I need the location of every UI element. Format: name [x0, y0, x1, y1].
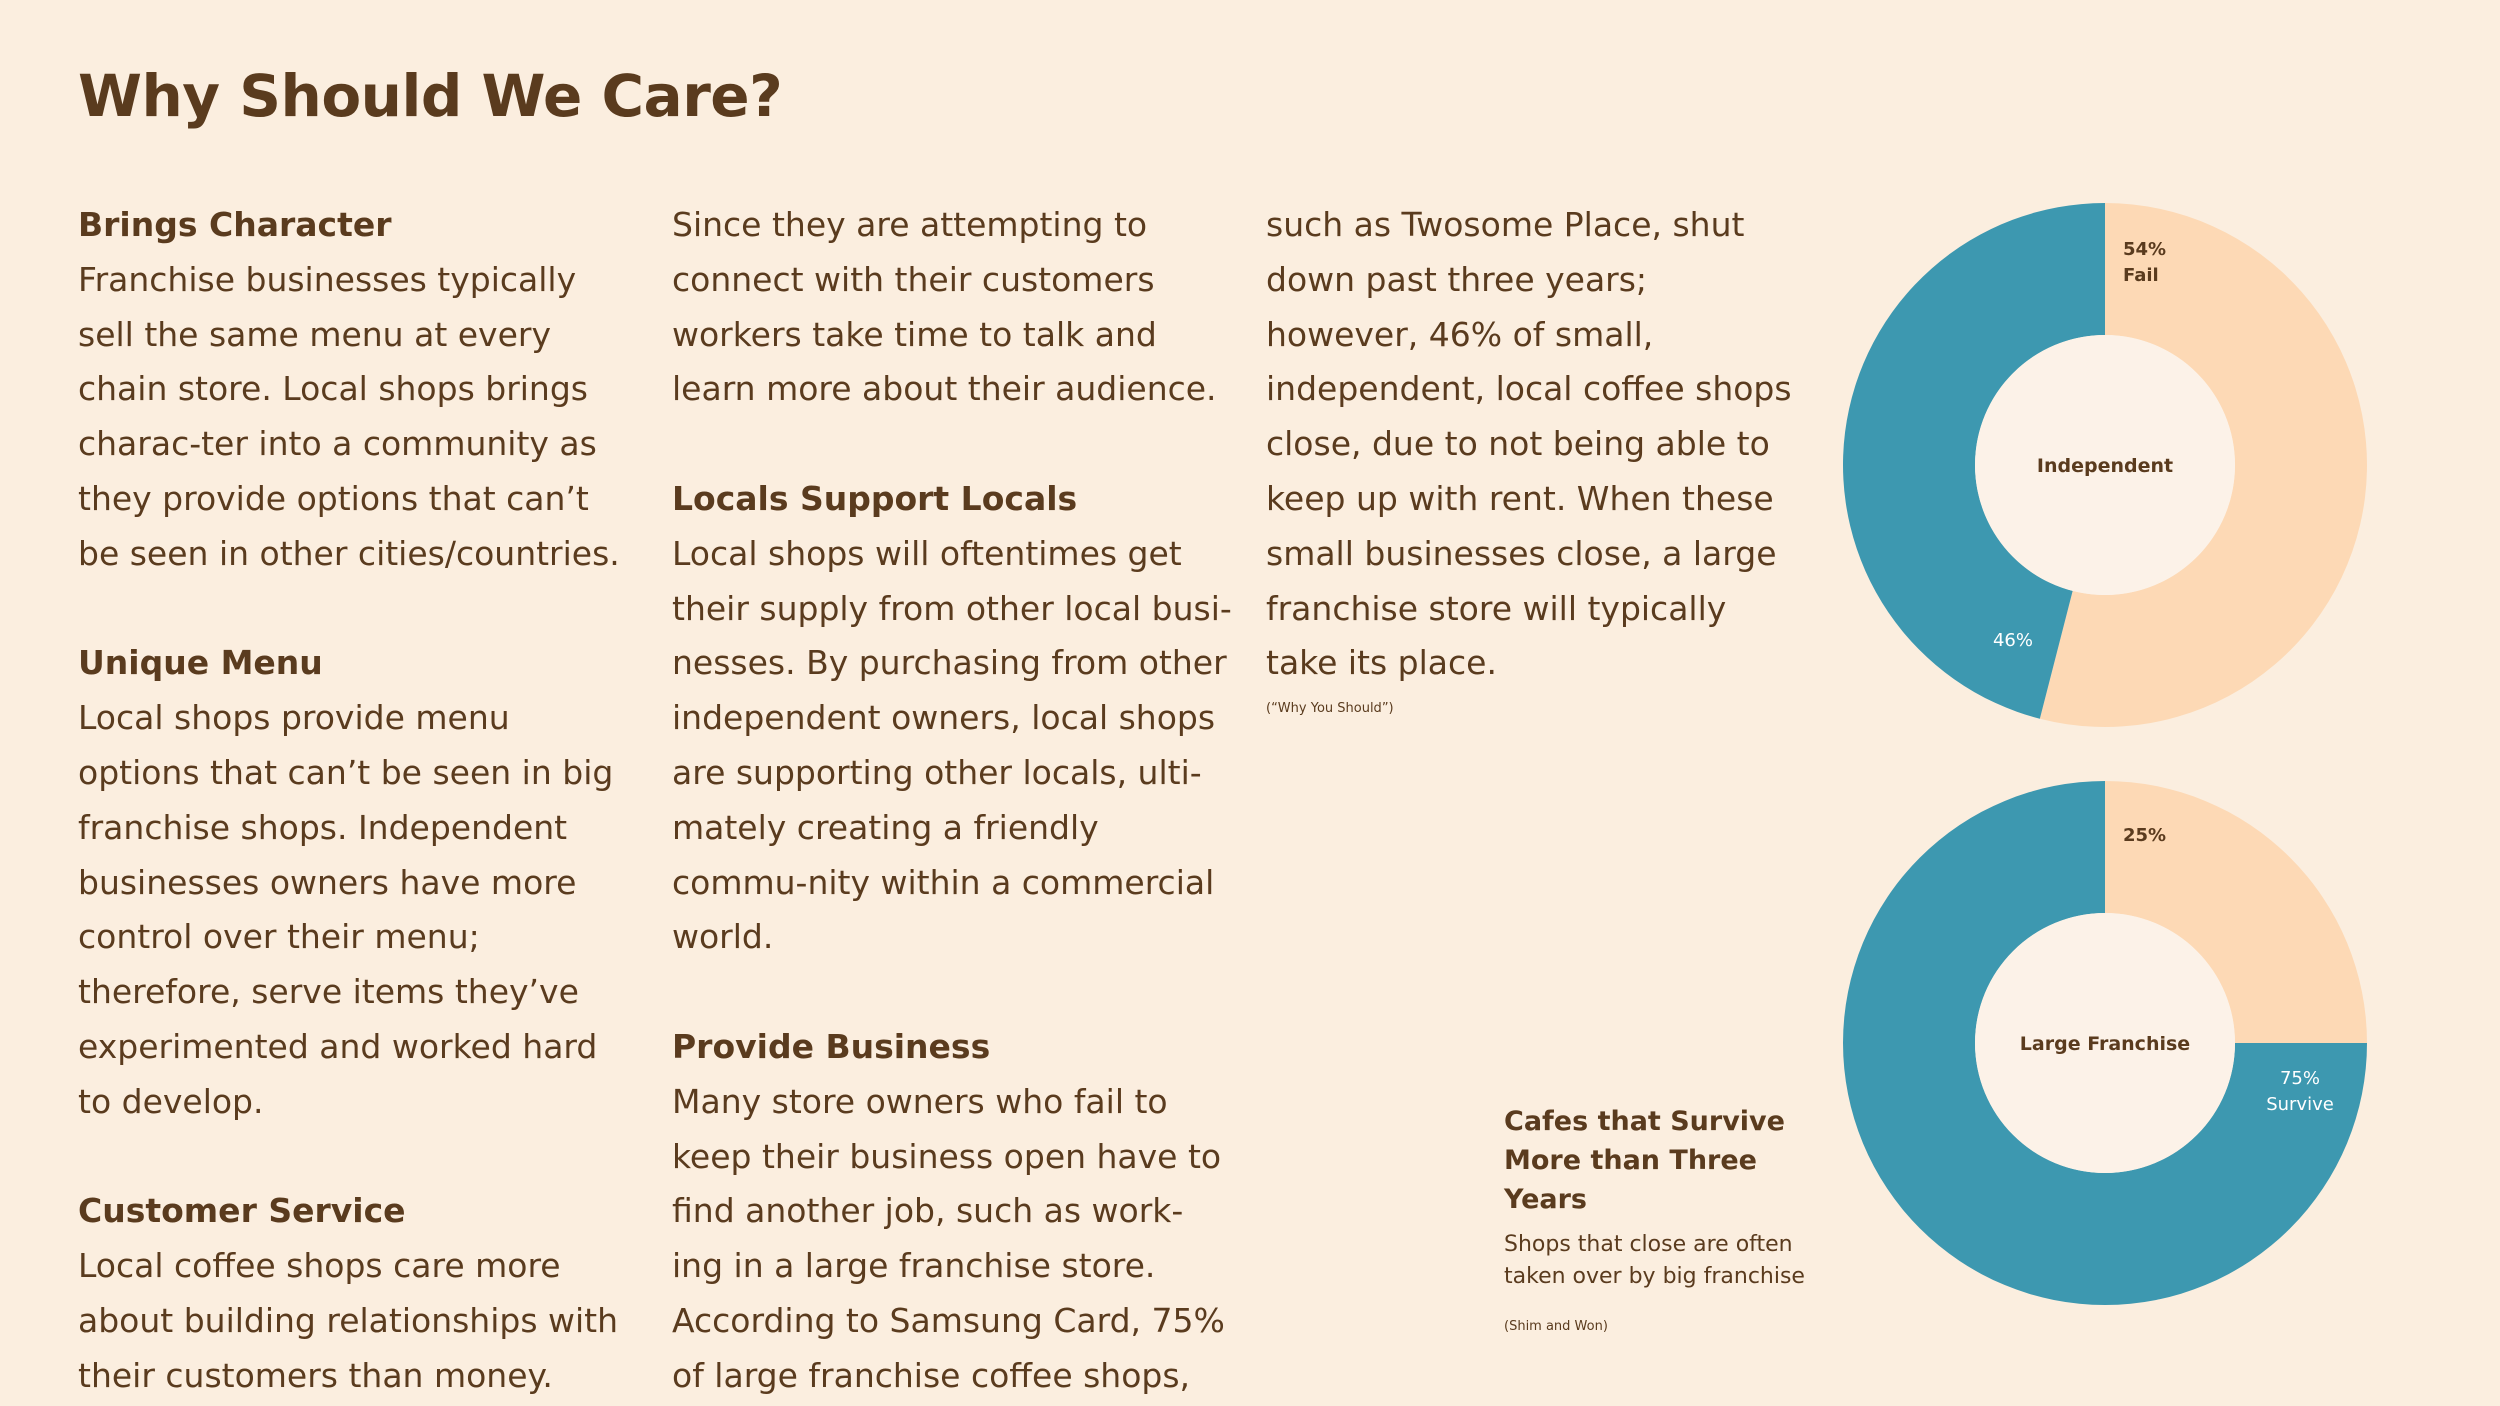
- section-heading: Provide Business: [672, 1026, 991, 1066]
- slice-label: Fail: [2123, 265, 2159, 286]
- section-locals-support-locals: [672, 472, 1232, 965]
- section-heading: Unique Menu: [78, 643, 323, 683]
- donut-chart-independent: [1840, 200, 2370, 730]
- caption-body: Shops that close are often taken over by big franchise: [1504, 1232, 1805, 1289]
- donut-chart-svg: [1840, 200, 2370, 730]
- section-body: Franchise businesses typically sell the same menu at every chain store. Local shops brings charac-ter into a community as they provide options that can’t be seen in other cities/countries.: [78, 259, 620, 573]
- column-1: [78, 198, 638, 1404]
- chart-caption: [1504, 1102, 1834, 1337]
- caption-heading: Cafes that Survive More than Three Years: [1504, 1106, 1785, 1215]
- section-body-continued: such as Twosome Place, shut down past three years; however, 46% of small, independent, local coffee shops close, due to not being able to keep up with rent. When these small businesses close, a large franchise store will typically take its place.: [1266, 205, 1792, 683]
- section-heading: Customer Service: [78, 1191, 406, 1231]
- section-body: Local coffee shops care more about building relationships with their customers than money.: [78, 1246, 619, 1395]
- slice-label: 75%: [2279, 1068, 2321, 1089]
- section-provide-business: [672, 1020, 1232, 1404]
- chart-center-title: Large Franchise: [2019, 1033, 2191, 1055]
- slice-label: 54%: [2123, 239, 2167, 260]
- donut-chart-svg: [1840, 778, 2370, 1308]
- section-brings-character: [78, 198, 638, 582]
- donut-chart-large-franchise: [1840, 778, 2370, 1308]
- section-heading: Locals Support Locals: [672, 478, 1078, 518]
- chart-center-title: Independent: [2036, 455, 2174, 477]
- section-unique-menu: [78, 636, 638, 1129]
- slice-label: 46%: [1992, 630, 2034, 651]
- caption-source: (Shim and Won): [1504, 1319, 1608, 1334]
- source-citation: (“Why You Should”): [1266, 701, 1394, 717]
- column-2: [672, 198, 1232, 1404]
- section-body: Many store owners who fail to keep their business open have to find another job, such as work-ing in a large franchise store. According to Samsung Card, 75% of large franchise coffee shops,: [672, 1081, 1225, 1395]
- section-heading: Brings Character: [78, 205, 392, 244]
- section-body: Since they are attempting to connect with their customers workers take time to talk and learn more about their audience.: [672, 205, 1217, 409]
- section-body: Local shops provide menu options that can’t be seen in big franchise shops. Independent businesses owners have more control over their menu; therefore, serve items they’ve experimented and worked hard to develop.: [78, 698, 614, 1121]
- column-3: [1266, 198, 1806, 719]
- slice-label: Survive: [2266, 1094, 2334, 1115]
- section-body: Local shops will oftentimes get their supply from other local busi-nesses. By purchasing from other independent owners, local shops are supporting other locals, ulti-mately creating a friendly commu-nity within a commercial world.: [672, 533, 1232, 957]
- page-title: Why Should We Care?: [78, 62, 783, 130]
- section-customer-service: [78, 1184, 638, 1403]
- section-customer-service-continued: [672, 198, 1232, 417]
- slice-label: 25%: [2123, 825, 2167, 846]
